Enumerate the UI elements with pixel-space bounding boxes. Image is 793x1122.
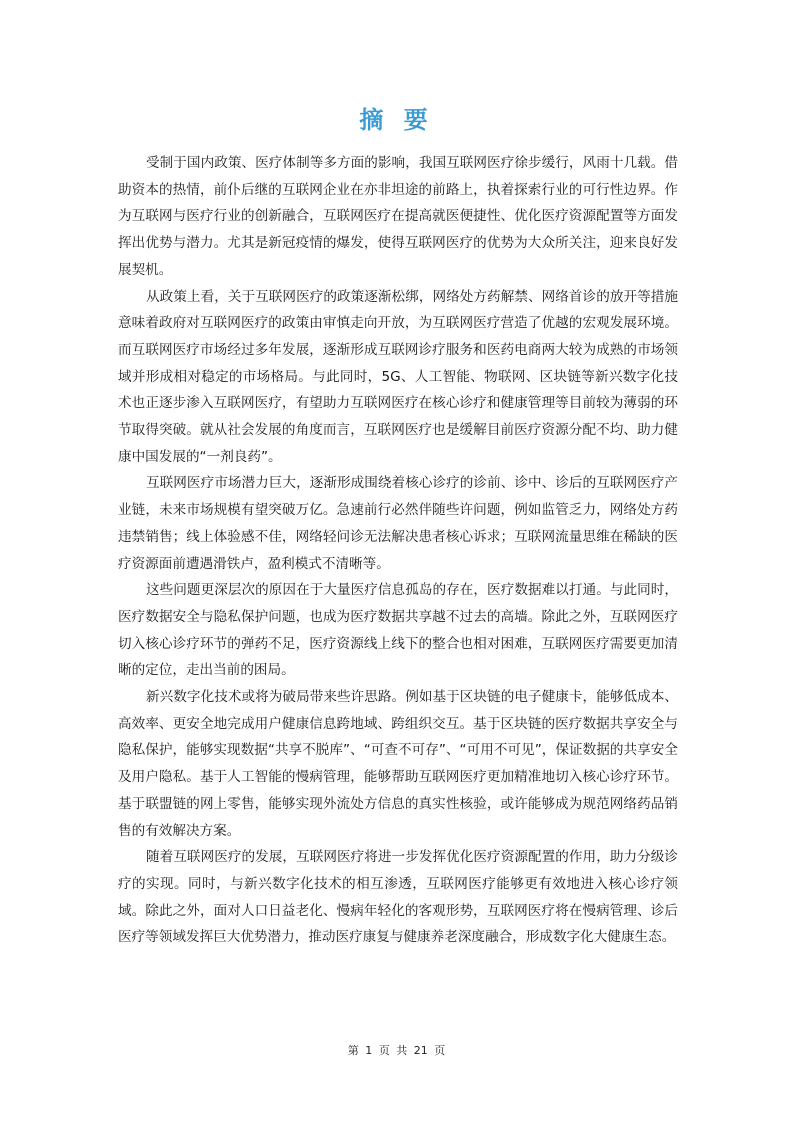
page-title: 摘 要	[359, 106, 434, 134]
page-footer: 第 1 页 共 21 页	[347, 1044, 446, 1057]
paragraph: 新兴数字化技术或将为破局带来些许思路。例如基于区块链的电子健康卡，能够低成本、高效率、更安全地完成用户健康信息跨地域、跨组织交互。基于区块链的医疗数据共享安全与隐私保护，能够实现数据“共享不脱库”、“可查不可存”、“可用不可见”，保证数据的共享安全及用户隐私。基于人工智能的慢病管理，能够帮助互联网医疗更加精准地切入核心诊疗环节。基于联盟链的网上零售，能够实现外流处方信息的真实性核验，或许能够成为规范网络药品销售的有效解决方案。	[118, 689, 678, 839]
abstract-body	[118, 150, 678, 951]
paragraph: 受制于国内政策、医疗体制等多方面的影响，我国互联网医疗徐步缓行，风雨十几载。借助资本的热情，前仆后继的互联网企业在亦非坦途的前路上，执着探索行业的可行性边界。作为互联网与医疗行业的创新融合，互联网医疗在提高就医便捷性、优化医疗资源配置等方面发挥出优势与潜力。尤其是新冠疫情的爆发，使得互联网医疗的优势为大众所关注，迎来良好发展契机。	[118, 155, 678, 278]
paragraph: 随着互联网医疗的发展，互联网医疗将进一步发挥优化医疗资源配置的作用，助力分级诊疗的实现。同时，与新兴数字化技术的相互渗透，互联网医疗能够更有效地进入核心诊疗领域。除此之外，面对人口日益老化、慢病年轻化的客观形势，互联网医疗将在慢病管理、诊后医疗等领域发挥巨大优势潜力，推动医疗康复与健康养老深度融合，形成数字化大健康生态。	[118, 849, 678, 946]
paragraph: 这些问题更深层次的原因在于大量医疗信息孤岛的存在，医疗数据难以打通。与此同时，医疗数据安全与隐私保护问题，也成为医疗数据共享越不过去的高墙。除此之外，互联网医疗切入核心诊疗环节的弹药不足，医疗资源线上线下的整合也相对困难，互联网医疗需要更加清晰的定位，走出当前的困局。	[118, 582, 678, 679]
paragraph: 互联网医疗市场潜力巨大，逐渐形成围绕着核心诊疗的诊前、诊中、诊后的互联网医疗产业链，未来市场规模有望突破万亿。急速前行必然伴随些许问题，例如监管乏力，网络处方药违禁销售；线上体验感不佳，网络轻问诊无法解决患者核心诉求；互联网流量思维在稀缺的医疗资源面前遭遇滑铁卢，盈利模式不清晰等。	[118, 475, 678, 572]
paragraph: 从政策上看，关于互联网医疗的政策逐渐松绑，网络处方药解禁、网络首诊的放开等措施意味着政府对互联网医疗的政策由审慎走向开放，为互联网医疗营造了优越的宏观发展环境。而互联网医疗市场经过多年发展，逐渐形成互联网诊疗服务和医药电商两大较为成熟的市场领域并形成相对稳定的市场格局。与此同时，5G、人工智能、物联网、区块链等新兴数字化技术也正逐步渗入互联网医疗，有望助力互联网医疗在核心诊疗和健康管理等目前较为薄弱的环节取得突破。就从社会发展的角度而言，互联网医疗也是缓解目前医疗资源分配不均、助力健康中国发展的“一剂良药”。	[118, 288, 678, 465]
